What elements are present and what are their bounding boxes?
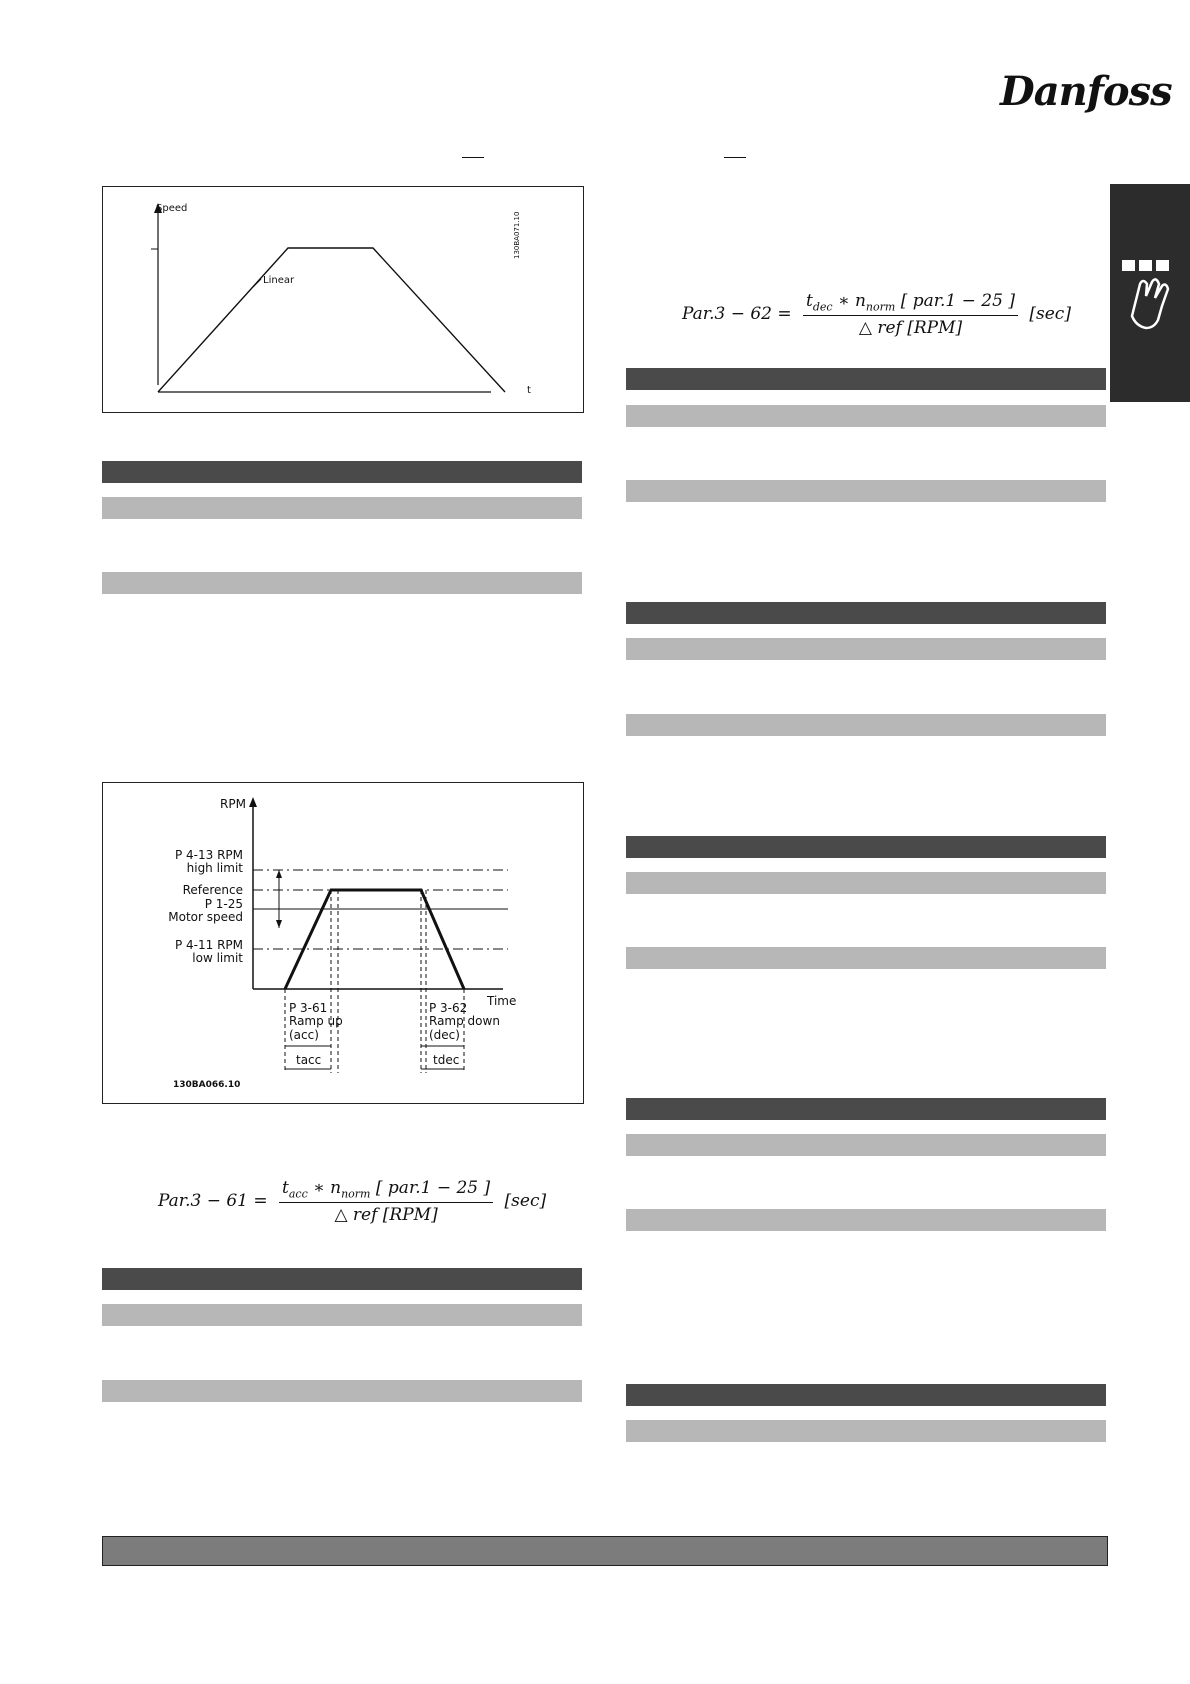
param-header-bar xyxy=(626,1098,1106,1120)
fig1-x-label: t xyxy=(527,385,531,396)
param-sub-bar xyxy=(626,1134,1106,1156)
formula-ramp-up xyxy=(158,1178,546,1225)
tdec-label: tdec xyxy=(433,1053,460,1067)
formula-sub: dec xyxy=(812,300,833,314)
param-sub-bar xyxy=(626,480,1106,502)
fig2-level-label: P 4-11 RPM xyxy=(174,938,243,952)
hand-pointing-keypad-icon xyxy=(1110,254,1190,374)
formula-num: [ par.1 − 25 ] xyxy=(370,1178,491,1198)
param-sub-bar xyxy=(626,947,1106,969)
param-sub-bar xyxy=(102,1304,582,1326)
fig2-level-label: Motor speed xyxy=(168,910,243,924)
formula-unit: [sec] xyxy=(504,1191,547,1212)
formula-num: ∗ n xyxy=(832,291,866,311)
param-sub-bar xyxy=(102,572,582,594)
formula-sub: norm xyxy=(865,300,896,314)
footer-bar xyxy=(102,1536,1108,1566)
ramp-up-label: (acc) xyxy=(289,1028,319,1042)
formula-num: t xyxy=(806,291,813,311)
ramp-down-label: (dec) xyxy=(429,1028,460,1042)
fig2-level-label: P 4-13 RPM xyxy=(174,848,243,862)
param-sub-bar xyxy=(626,1420,1106,1442)
param-sub-bar xyxy=(626,1209,1106,1231)
formula-den: △ ref [RPM] xyxy=(858,318,963,339)
fig2-x-label: Time xyxy=(487,994,517,1008)
formula-num: ∗ n xyxy=(307,1178,342,1198)
formula-sub: acc xyxy=(288,1187,308,1201)
fig2-level-label: low limit xyxy=(192,951,243,965)
formula-num: [ par.1 − 25 ] xyxy=(895,291,1015,311)
param-header-bar xyxy=(102,1268,582,1290)
param-sub-bar xyxy=(102,1380,582,1402)
fig2-y-label: RPM xyxy=(220,797,246,811)
tacc-label: tacc xyxy=(296,1053,322,1067)
param-sub-bar xyxy=(626,872,1106,894)
param-sub-bar xyxy=(626,714,1106,736)
param-header-bar xyxy=(626,1384,1106,1406)
formula-unit: [sec] xyxy=(1029,304,1071,325)
formula-ramp-down xyxy=(682,291,1071,338)
formula-lhs: Par.3 − 61 = xyxy=(158,1191,268,1212)
formula-num: t xyxy=(282,1178,289,1198)
overline-mark xyxy=(724,157,746,158)
fig2-level-label: P 1-25 xyxy=(204,897,243,911)
param-header-bar xyxy=(626,602,1106,624)
param-header-bar xyxy=(626,836,1106,858)
formula-lhs: Par.3 − 62 = xyxy=(682,304,792,325)
ramp-up-label: Ramp up xyxy=(289,1014,343,1028)
param-header-bar xyxy=(102,461,582,483)
fig2-code: 130BA066.10 xyxy=(173,1080,241,1090)
fig2-level-label: Reference xyxy=(182,883,243,897)
fig1-code: 130BA071.10 xyxy=(513,211,521,259)
param-sub-bar xyxy=(626,405,1106,427)
figure-ramp-rpm xyxy=(102,782,584,1104)
danfoss-logo: Danfoss xyxy=(1000,68,1172,115)
fig1-y-label: Speed xyxy=(156,203,188,214)
ramp-down-label: Ramp down xyxy=(429,1014,500,1028)
overline-mark xyxy=(462,157,484,158)
figure-linear-ramp xyxy=(102,186,584,413)
formula-den: △ ref [RPM] xyxy=(334,1205,438,1226)
ramp-up-label: P 3-61 xyxy=(289,1001,328,1015)
fig1-curve-label: Linear xyxy=(263,275,295,286)
ramp-down-label: P 3-62 xyxy=(429,1001,468,1015)
param-sub-bar xyxy=(102,497,582,519)
formula-sub: norm xyxy=(341,1187,371,1201)
param-sub-bar xyxy=(626,638,1106,660)
fig2-level-label: high limit xyxy=(186,861,243,875)
section-tab xyxy=(1110,184,1190,402)
param-header-bar xyxy=(626,368,1106,390)
